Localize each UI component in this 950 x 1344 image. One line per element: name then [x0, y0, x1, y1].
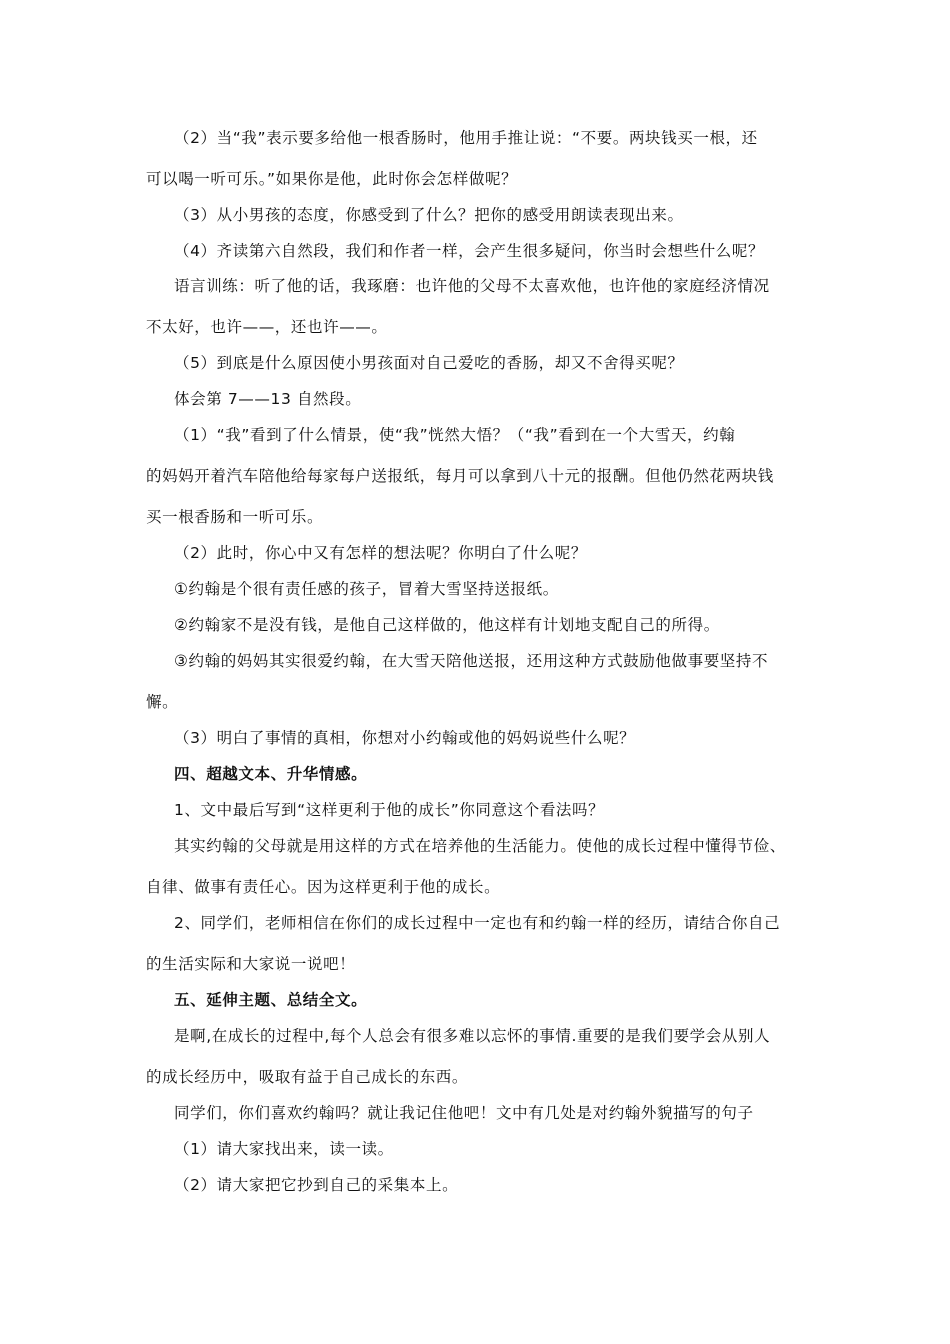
text-line: 买一根香肠和一听可乐。 [146, 508, 324, 526]
text-line: 体会第 7——13 自然段。 [174, 390, 362, 408]
text-line: （4）齐读第六自然段，我们和作者一样，会产生很多疑问，你当时会想些什么呢？ [174, 242, 765, 260]
text-line: （3）明白了事情的真相，你想对小约翰或他的妈妈说些什么呢？ [174, 729, 636, 747]
text-line: 1、文中最后写到“这样更利于他的成长”你同意这个看法吗？ [174, 801, 605, 819]
text-line: 2、同学们，老师相信在你们的成长过程中一定也有和约翰一样的经历，请结合你自己 [174, 914, 781, 932]
section-heading: 五、延伸主题、总结全文。 [174, 991, 368, 1009]
text-line: 同学们，你们喜欢约翰吗？就让我记住他吧！文中有几处是对约翰外貌描写的句子 [174, 1104, 754, 1122]
text-line: ③约翰的妈妈其实很爱约翰，在大雪天陪他送报，还用这种方式鼓励他做事要坚持不 [174, 652, 769, 670]
text-line: （2）请大家把它抄到自己的采集本上。 [174, 1176, 459, 1194]
text-line: （2）当“我”表示要多给他一根香肠时，他用手推让说：“不要。两块钱买一根，还 [174, 129, 758, 147]
text-line: 的生活实际和大家说一说吧！ [146, 955, 356, 973]
text-line: 语言训练：听了他的话，我琢磨：也许他的父母不太喜欢他，也许他的家庭经济情况 [174, 277, 770, 295]
text-line: （1）“我”看到了什么情景，使“我”恍然大悟？（“我”看到在一个大雪天，约翰 [174, 426, 736, 444]
section-heading: 四、超越文本、升华情感。 [174, 765, 368, 783]
text-line: 的成长经历中，吸取有益于自己成长的东西。 [146, 1068, 469, 1086]
text-line: （5）到底是什么原因使小男孩面对自己爱吃的香肠，却又不舍得买呢？ [174, 354, 684, 372]
text-line: 是啊,在成长的过程中,每个人总会有很多难以忘怀的事情.重要的是我们要学会从别人 [174, 1027, 771, 1045]
text-line: （2）此时，你心中又有怎样的想法呢？你明白了什么呢？ [174, 544, 587, 562]
text-line: 自律、做事有责任心。因为这样更利于他的成长。 [146, 878, 501, 896]
text-line: 的妈妈开着汽车陪他给每家每户送报纸，每月可以拿到八十元的报酬。但他仍然花两块钱 [146, 467, 774, 485]
text-line: 其实约翰的父母就是用这样的方式在培养他的生活能力。使他的成长过程中懂得节俭、 [174, 837, 786, 855]
text-line: （3）从小男孩的态度，你感受到了什么？把你的感受用朗读表现出来。 [174, 206, 684, 224]
text-line: 可以喝一听可乐。”如果你是他，此时你会怎样做呢？ [146, 170, 518, 188]
text-line: 不太好，也许——，还也许——。 [146, 318, 388, 336]
text-line: ①约翰是个很有责任感的孩子，冒着大雪坚持送报纸。 [174, 580, 559, 598]
text-line: ②约翰家不是没有钱，是他自己这样做的，他这样有计划地支配自己的所得。 [174, 616, 720, 634]
text-line: 懈。 [146, 693, 179, 711]
text-line: （1）请大家找出来，读一读。 [174, 1140, 394, 1158]
